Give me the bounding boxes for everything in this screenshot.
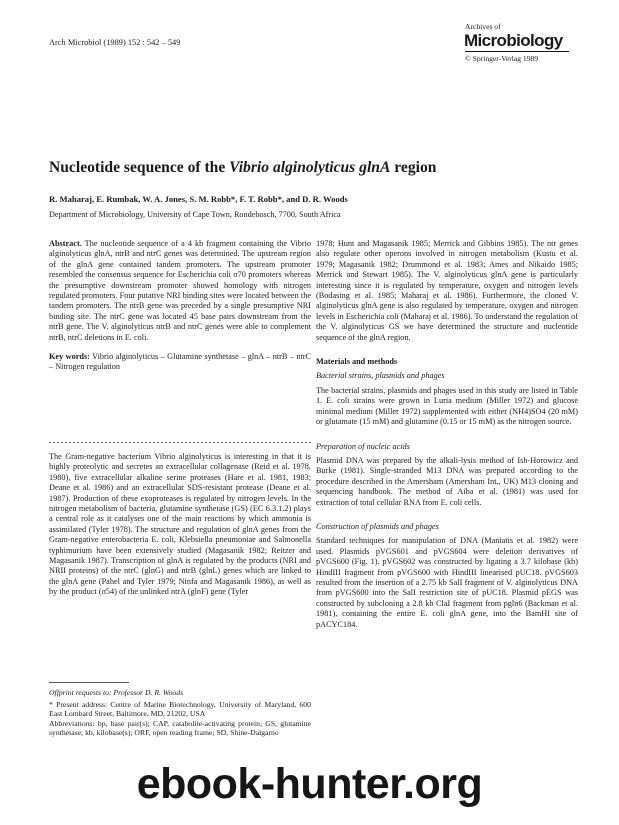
keywords-text: Vibrio alginolyticus – Glutamine synthetase – glnA – ntrB – ntrC – Nitrogen regulation bbox=[49, 352, 311, 372]
section-divider bbox=[49, 442, 311, 443]
watermark-text: ebook-hunter.org bbox=[136, 760, 483, 808]
author-list: R. Maharaj, E. Rumbak, W. A. Jones, S. M. Robb*, F. T. Robb*, and D. R. Woods bbox=[49, 194, 348, 204]
subsection-title-construction: Construction of plasmids and phages bbox=[316, 521, 439, 531]
offprint-request: Offprint requests to: Professor D. R. Woods bbox=[49, 688, 184, 697]
affiliation: Department of Microbiology, University of Cape Town, Rondebosch, 7700, South Africa bbox=[49, 210, 341, 219]
keywords bbox=[49, 352, 311, 373]
subsection-text-strains: The bacterial strains, plasmids and phages used in this study are listed in Table 1. E. coli strains were grown in Luria medium (Miller 1972) and glucose minimal medium (Miller 1972) supplemented with either (NH4)SO4 (20 mM) or glutamate (15 mM) and glutamine (0.15 or 15 mM) as the nitrogen source. bbox=[316, 385, 578, 427]
keywords-label: Key words: bbox=[49, 352, 90, 362]
copyright-notice: © Springer-Verlag 1989 bbox=[465, 54, 539, 63]
journal-logo-prefix: Archives of bbox=[465, 22, 501, 31]
paper-title bbox=[49, 159, 436, 177]
title-organism: Vibrio alginolyticus glnA bbox=[229, 159, 391, 176]
journal-citation: Arch Microbiol (1989) 152 : 542 – 549 bbox=[49, 38, 181, 47]
title-suffix: region bbox=[390, 159, 437, 176]
subsection-text-nucleic-acids: Plasmid DNA was prepared by the alkali-lysis method of Ish-Horowicz and Burke (1981). Single-stranded M13 DNA was prepared according to the procedure described in the Amersham (Amersham Int., UK) M13 cloning and sequencing handbook. The method of Aiba et al. (1981) was used for extraction of total cellular RNA from E. coli cells. bbox=[316, 455, 578, 507]
subsection-text-construction: Standard techniques for manipulation of DNA (Maniatis et al. 1982) were used. Plasmids pVGS601 and pVGS604 were deletion derivatives of pVGS600 (Fig. 1). pVGS602 was constructed by ligating a 3.7 kilobase (kb) HindIII fragment from pVGS600 with HindIII linearised pUC18. pVGS603 resulted from the insertion of a 2.75 kb SalI fragment of V. alginolyticus DNA from pVGS600 into the SalI restriction site of pUC18. Plasmid pEGS was constructed by subcloning a 2.8 kb ClaI fragment from pgln6 (Backman et al. 1981), containing the entire E. coli glnA gene, into the BamHI site of pACYC184. bbox=[316, 536, 578, 629]
abstract bbox=[49, 239, 311, 343]
present-address: * Present address: Centre of Marine Biotechnology, University of Maryland, 600 East Lombard Street, Baltimore, MD, 21202, USA bbox=[49, 699, 311, 719]
journal-logo bbox=[465, 22, 575, 63]
introduction-text: The Gram-negative bacterium Vibrio alginolyticus is interesting in that it is highly proteolytic and secretes an extracellular collagenase (Reid et al. 1978, 1980), five extracellular alkaline serine proteases (Hare et al. 1981, 1983; Deane et al. 1986) and an extracellular SDS-resistant protease (Deane et al. 1987). Production of these exoproteases is regulated by nitrogen levels. In the nitrogen metabolism of bacteria, glutamine synthetase (GS) (EC 6.3.1.2) plays a central role as it catalyses one of the main reactions by which ammonia is assimilated (Tyler 1978). The structure and regulation of glnA genes from the Gram-negative enterobacteria E. coli, Klebsiella pneumoniae and Salmonella typhimurium have been extensively studied (Magasanik 1982; Reitzer and Magasanik 1987). Transcription of glnA is regulated by the products (NRI and NRII proteins) of the ntrC (glnG) and ntrB (glnL) genes which are linked to the glnA gene (Pahel and Tyler 1979; Ninfa and Magasanik 1986), as well as by the product (σ54) of the unlinked ntrA (glnF) gene (Tyler bbox=[49, 452, 311, 597]
introduction bbox=[49, 452, 311, 598]
abstract-label: Abstract. bbox=[49, 239, 82, 248]
subsection-title-strains: Bacterial strains, plasmids and phages bbox=[316, 371, 445, 381]
subsection-title-nucleic-acids: Preparation of nucleic acids bbox=[316, 441, 410, 451]
right-column bbox=[316, 239, 578, 630]
methods-heading: Materials and methods bbox=[316, 357, 398, 367]
abbreviations: Abbreviations: bp, base pair(s); CAP, catabolite-activating protein; GS, glutamine synthetase; kb, kilobase(s); ORF, open reading frame; SD, Shine-Dalgarno bbox=[49, 718, 311, 738]
title-prefix: Nucleotide sequence of the bbox=[49, 159, 230, 176]
left-column bbox=[49, 239, 311, 373]
intro-continued: 1978; Hunt and Magasanik 1985; Merrick and Gibbins 1985). The ntr genes also regulate other operons involved in nitrogen metabolism (Kustu et al. 1979; Magasanik 1982; Drummond et al. 1983; Ames and Nikaido 1985; Merrick and Stewart 1985). The V. alginolyticus glnA gene is particularly interesting since it is regulated by temperature, oxygen and nitrogen levels (Bodasing et al. 1985; Maharaj et al. 1986). Furthermore, the cloned V. alginolyticus glnA gene is also regulated by temperature, oxygen and nitrogen levels in Escherichia coli (Maharaj et al. 1986). To understand the regulation of the V. alginolyticus GS we have determined the structure and nucleotide sequence of the glnA region. bbox=[316, 239, 578, 342]
abstract-text: The nucleotide sequence of a 4 kb fragment containing the Vibrio alginolyticus glnA, ntrB and ntrC genes was determined. The upstream region of the glnA gene contained tandem promoters. The upstream promoter resembled the consensus sequence for Escherichia coli σ70 promoters whereas the presumptive downstream promoter showed homology with nitrogen regulated promoters. Four putative NRI binding sites were located between the tandem promoters. The ntrB gene was preceded by a single presumptive NRI binding site. The ntrC gene was located 45 base pairs downstream from the ntrB gene. The V. alginolyticus ntrB and ntrC genes were able to complement ntrB, ntrC deletions in E. coli. bbox=[49, 239, 311, 342]
footnotes bbox=[49, 688, 311, 738]
journal-logo-name: Microbiology bbox=[464, 31, 563, 50]
footnote-divider bbox=[49, 682, 129, 683]
logo-divider bbox=[465, 51, 569, 52]
